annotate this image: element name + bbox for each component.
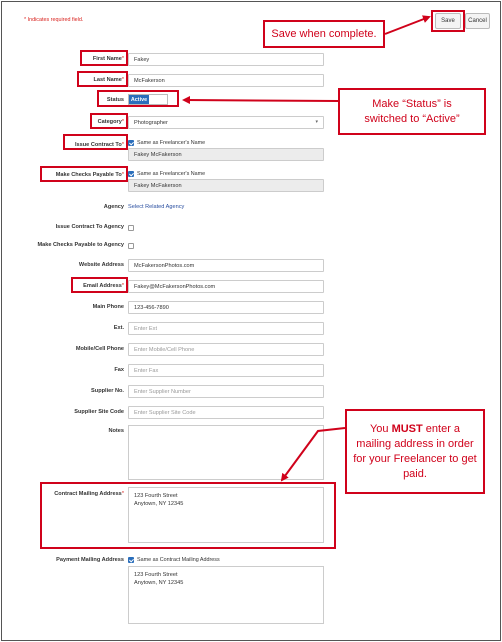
last-name-label: Last Name* — [93, 77, 124, 83]
mobile-phone-field[interactable]: Enter Mobile/Cell Phone — [128, 343, 324, 356]
cancel-button[interactable]: Cancel — [465, 13, 490, 29]
contract-mailing-address-textarea[interactable] — [128, 487, 324, 543]
first-name-field[interactable]: Fakey — [128, 53, 324, 66]
fax-field[interactable]: Enter Fax — [128, 364, 324, 377]
save-highlight — [431, 10, 465, 32]
supplier-site-code-field[interactable]: Enter Supplier Site Code — [128, 406, 324, 419]
make-checks-payable-to-label: Make Checks Payable To* — [55, 172, 124, 178]
mobile-phone-label: Mobile/Cell Phone — [75, 346, 124, 352]
save-button[interactable]: Save — [435, 13, 461, 29]
supplier-no-label: Supplier No. — [91, 388, 124, 394]
payment-address-line2: Anytown, NY 12345 — [134, 580, 184, 586]
address-callout: You MUST enter a mailing address in order for your Freelancer to get paid. — [345, 409, 485, 494]
status-label: Status — [106, 97, 124, 103]
email-address-highlight — [71, 277, 128, 293]
make-checks-payable-highlight — [40, 166, 128, 182]
contract-mailing-address-label: Contract Mailing Address* — [54, 491, 124, 497]
supplier-no-field[interactable]: Enter Supplier Number — [128, 385, 324, 398]
last-name-field[interactable]: McFakerson — [128, 74, 324, 87]
website-address-label: Website Address — [78, 262, 124, 268]
issue-contract-to-field[interactable]: Fakey McFakerson — [128, 148, 324, 161]
website-address-field[interactable]: McFakersonPhotos.com — [128, 259, 324, 272]
issue-contract-to-label: Issue Contract To* — [74, 142, 124, 148]
status-toggle-on: Active — [130, 96, 148, 103]
last-name-highlight — [77, 71, 128, 87]
email-address-field[interactable]: Fakey@McFakersonPhotos.com — [128, 280, 324, 293]
select-related-agency-link[interactable]: Select Related Agency — [128, 204, 185, 210]
save-callout: Save when complete. — [263, 20, 385, 48]
notes-label: Notes — [108, 428, 124, 434]
issue-contract-to-agency-label: Issue Contract To Agency — [55, 224, 124, 230]
agency-label: Agency — [103, 204, 124, 210]
required-note: * Indicates required field. — [24, 17, 84, 23]
checkbox-checked-icon — [128, 140, 134, 146]
first-name-label: First Name* — [92, 56, 124, 62]
checkbox-checked-icon — [128, 557, 134, 563]
main-phone-label: Main Phone — [92, 304, 124, 310]
category-value: Photographer — [134, 119, 168, 126]
first-name-highlight — [80, 50, 128, 66]
email-address-label: Email Address* — [83, 283, 124, 289]
status-callout: Make “Status” is switched to “Active” — [338, 88, 486, 135]
make-checks-same-checkbox[interactable]: Same as Freelancer's Name — [128, 171, 205, 177]
contract-address-line1: 123 Fourth Street — [134, 493, 178, 499]
ext-label: Ext. — [113, 325, 124, 331]
category-select[interactable] — [128, 116, 324, 129]
make-checks-payable-to-field[interactable]: Fakey McFakerson — [128, 179, 324, 192]
category-highlight — [90, 113, 128, 129]
checkbox-icon — [128, 225, 134, 231]
category-label: Category* — [97, 119, 124, 125]
issue-contract-to-agency-checkbox[interactable] — [128, 225, 137, 231]
fax-label: Fax — [114, 367, 124, 373]
status-toggle[interactable] — [128, 94, 168, 105]
make-checks-payable-agency-label: Make Checks Payable to Agency — [37, 242, 124, 248]
payment-address-line1: 123 Fourth Street — [134, 572, 178, 578]
issue-contract-same-checkbox[interactable]: Same as Freelancer's Name — [128, 140, 205, 146]
ext-field[interactable]: Enter Ext — [128, 322, 324, 335]
main-phone-field[interactable]: 123-456-7890 — [128, 301, 324, 314]
payment-mailing-address-textarea[interactable] — [128, 566, 324, 624]
make-checks-payable-agency-checkbox[interactable] — [128, 243, 137, 249]
payment-mailing-address-label: Payment Mailing Address — [56, 557, 124, 563]
contract-address-line2: Anytown, NY 12345 — [134, 501, 184, 507]
issue-contract-to-highlight — [63, 134, 128, 150]
checkbox-checked-icon — [128, 171, 134, 177]
payment-same-as-contract-checkbox[interactable]: Same as Contract Mailing Address — [128, 557, 220, 563]
checkbox-icon — [128, 243, 134, 249]
supplier-site-code-label: Supplier Site Code — [74, 409, 124, 415]
notes-textarea[interactable] — [128, 425, 324, 480]
chevron-down-icon: ▾ — [315, 119, 318, 125]
